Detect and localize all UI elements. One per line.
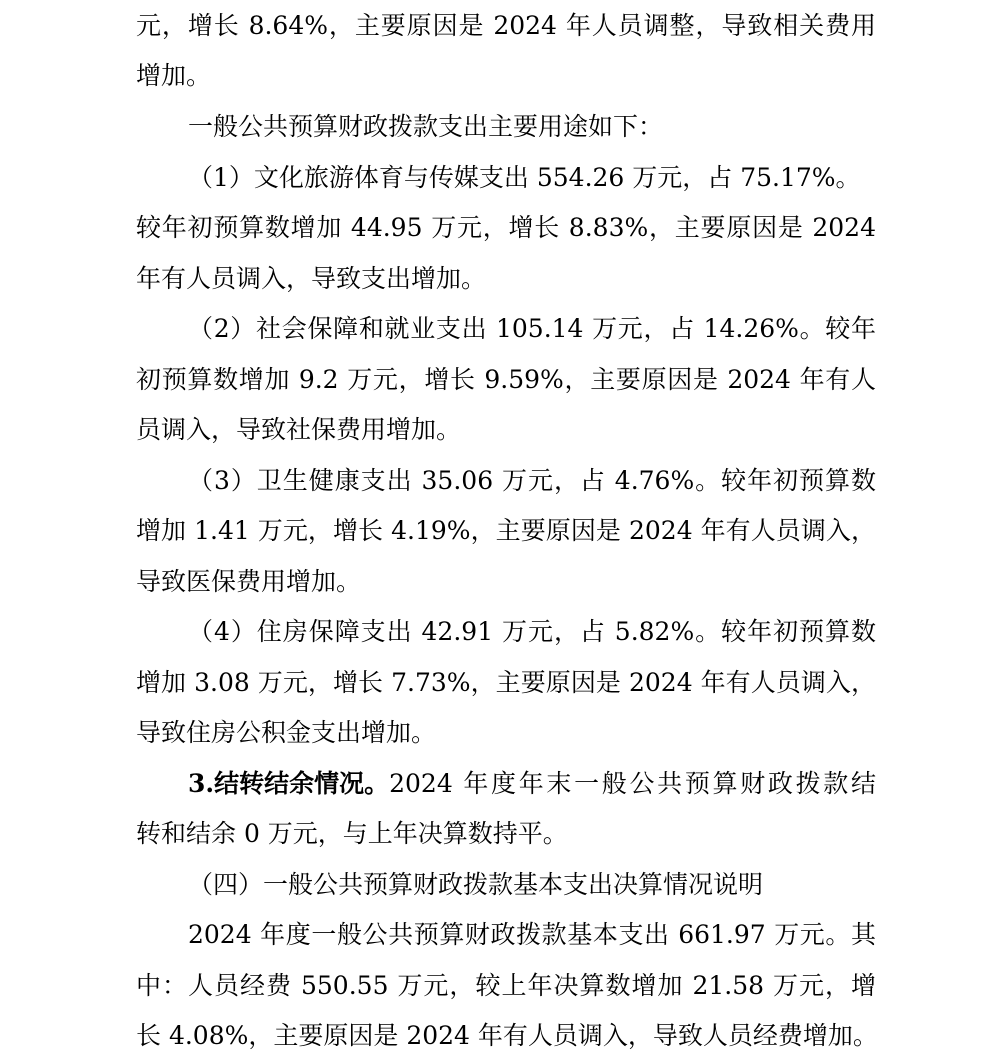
text-span: 2024 年度年末一般公共预算财政拨款结 xyxy=(389,769,876,798)
text-line: 长 4.08%，主要原因是 2024 年有人员调入，导致人员经费增加。 xyxy=(136,1021,878,1050)
text-line: 较年初预算数增加 44.95 万元，增长 8.83%，主要原因是 2024 xyxy=(136,213,876,242)
section-heading-inline: 3.结转结余情况。 xyxy=(188,769,390,798)
text-line: 初预算数增加 9.2 万元，增长 9.59%，主要原因是 2024 年有人 xyxy=(136,365,876,394)
text-line: （2）社会保障和就业支出 105.14 万元，占 14.26%。较年 xyxy=(188,314,876,343)
text-line: 元，增长 8.64%，主要原因是 2024 年人员调整，导致相关费用 xyxy=(136,11,876,40)
text-line xyxy=(188,767,876,801)
text-line: 增加。 xyxy=(136,61,212,90)
text-line: 一般公共预算财政拨款支出主要用途如下： xyxy=(188,112,664,141)
text-line: 中：人员经费 550.55 万元，较上年决算数增加 21.58 万元，增 xyxy=(136,971,876,1000)
text-line: 转和结余 0 万元，与上年决算数持平。 xyxy=(136,819,568,848)
text-line: 2024 年度一般公共预算财政拨款基本支出 661.97 万元。其 xyxy=(188,920,876,949)
text-line: 员调入，导致社保费用增加。 xyxy=(136,415,462,444)
text-line: （1）文化旅游体育与传媒支出 554.26 万元，占 75.17%。 xyxy=(188,163,861,192)
text-line: （3）卫生健康支出 35.06 万元，占 4.76%。较年初预算数 xyxy=(188,466,876,495)
text-line: 增加 1.41 万元，增长 4.19%，主要原因是 2024 年有人员调入， xyxy=(136,516,876,545)
text-line: 导致住房公积金支出增加。 xyxy=(136,718,437,747)
text-line: 增加 3.08 万元，增长 7.73%，主要原因是 2024 年有人员调入， xyxy=(136,668,876,697)
text-line: 年有人员调入，导致支出增加。 xyxy=(136,264,487,293)
text-line: 导致医保费用增加。 xyxy=(136,567,362,596)
section-heading: （四）一般公共预算财政拨款基本支出决算情况说明 xyxy=(188,870,764,899)
text-line: （4）住房保障支出 42.91 万元，占 5.82%。较年初预算数 xyxy=(188,617,876,646)
